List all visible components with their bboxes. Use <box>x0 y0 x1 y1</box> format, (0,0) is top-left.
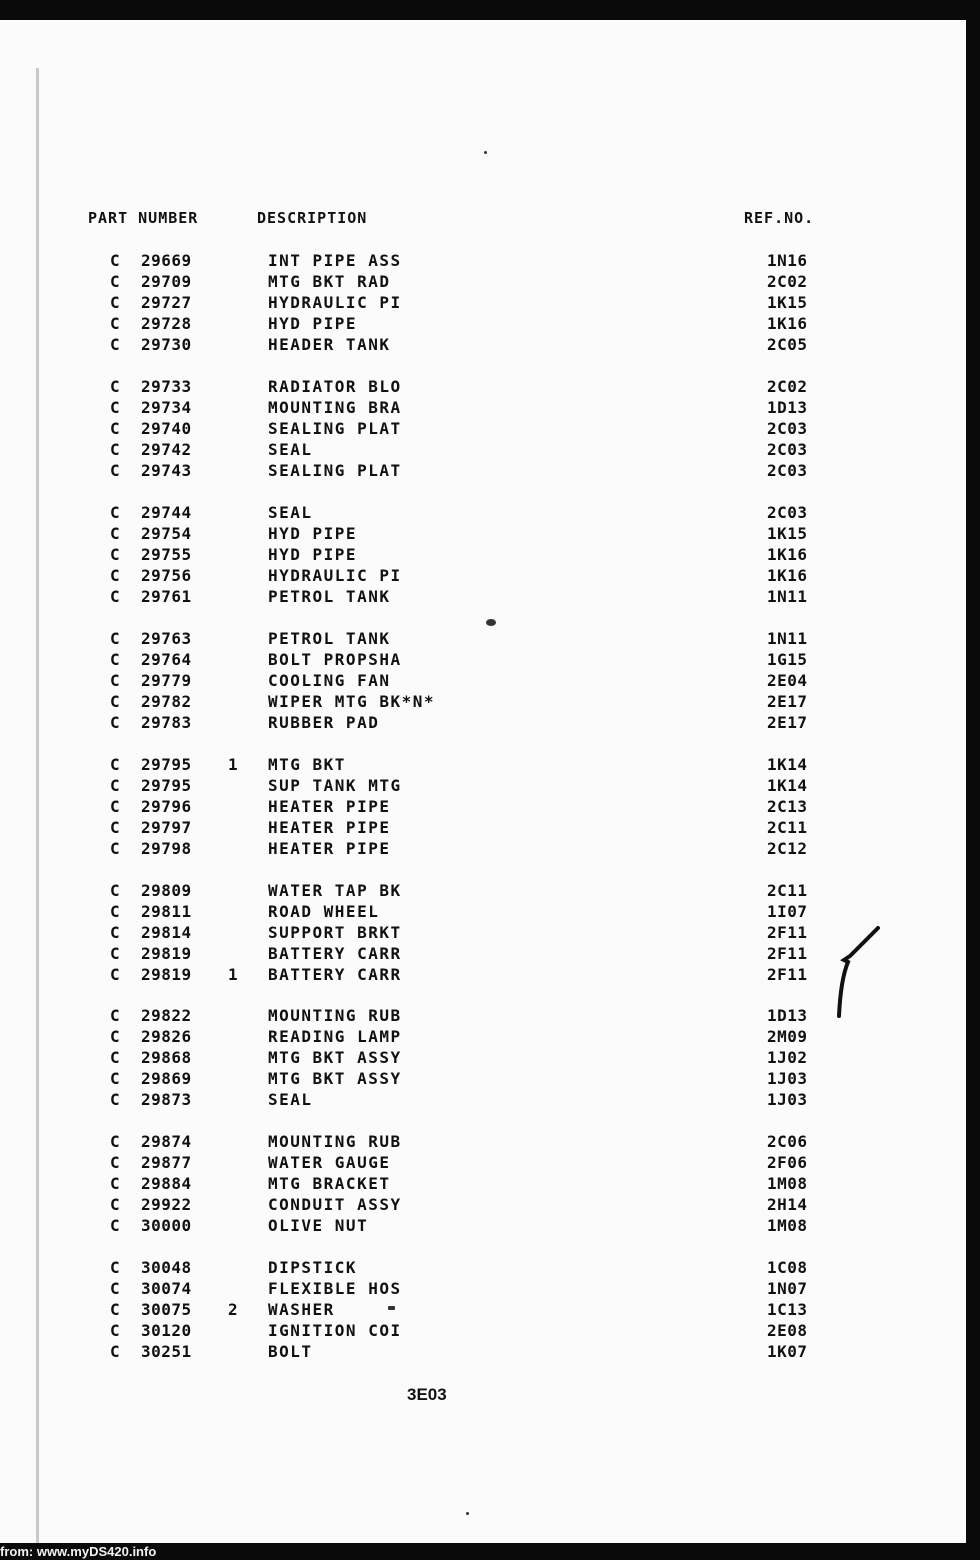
part-ref-no: 1K14 <box>767 776 808 795</box>
part-number: 30075 <box>141 1300 192 1319</box>
part-ref-no: 2C11 <box>767 881 808 900</box>
table-row <box>0 965 966 986</box>
part-ref-no: 2C12 <box>767 839 808 858</box>
part-description: WATER GAUGE <box>268 1153 391 1172</box>
part-description: SEALING PLAT <box>268 419 402 438</box>
part-number: 29709 <box>141 272 192 291</box>
table-row <box>0 797 966 818</box>
ink-speck <box>486 619 496 626</box>
part-description: HYD PIPE <box>268 314 358 333</box>
part-description: BOLT <box>268 1342 313 1361</box>
part-description: MTG BKT <box>268 755 346 774</box>
part-ref-no: 2E08 <box>767 1321 808 1340</box>
part-description: READING LAMP <box>268 1027 402 1046</box>
part-prefix: C <box>110 1048 120 1067</box>
table-row <box>0 251 966 272</box>
table-row <box>0 524 966 545</box>
part-ref-no: 2F11 <box>767 944 808 963</box>
part-number: 30074 <box>141 1279 192 1298</box>
part-prefix: C <box>110 1195 120 1214</box>
part-number: 29730 <box>141 335 192 354</box>
part-number: 29743 <box>141 461 192 480</box>
table-row <box>0 1153 966 1174</box>
part-ref-no: 1J03 <box>767 1069 808 1088</box>
table-row <box>0 587 966 608</box>
part-prefix: C <box>110 1006 120 1025</box>
part-ref-no: 1K15 <box>767 524 808 543</box>
table-row <box>0 881 966 902</box>
ink-speck <box>466 1512 469 1515</box>
part-prefix: C <box>110 1258 120 1277</box>
page-code: 3E03 <box>407 1385 447 1404</box>
part-prefix: C <box>110 755 120 774</box>
part-prefix: C <box>110 923 120 942</box>
part-prefix: C <box>110 1216 120 1235</box>
table-row <box>0 566 966 587</box>
part-prefix: C <box>110 818 120 837</box>
part-ref-no: 1C08 <box>767 1258 808 1277</box>
table-row <box>0 713 966 734</box>
part-description: ROAD WHEEL <box>268 902 380 921</box>
part-number: 29754 <box>141 524 192 543</box>
part-prefix: C <box>110 776 120 795</box>
scan-border-top <box>0 0 980 20</box>
part-number: 29742 <box>141 440 192 459</box>
part-prefix: C <box>110 272 120 291</box>
column-header-description: DESCRIPTION <box>257 209 368 227</box>
part-description: HEATER PIPE <box>268 839 391 858</box>
table-row <box>0 1132 966 1153</box>
part-number: 29727 <box>141 293 192 312</box>
part-description: RUBBER PAD <box>268 713 380 732</box>
part-prefix: C <box>110 503 120 522</box>
table-row <box>0 335 966 356</box>
column-header-ref-no: REF.NO. <box>744 209 815 227</box>
part-description: SEALING PLAT <box>268 461 402 480</box>
part-description: SEAL <box>268 440 313 459</box>
part-description: INT PIPE ASS <box>268 251 402 270</box>
part-ref-no: 2C02 <box>767 272 808 291</box>
part-ref-no: 2M09 <box>767 1027 808 1046</box>
part-number: 29869 <box>141 1069 192 1088</box>
part-number: 29868 <box>141 1048 192 1067</box>
part-ref-no: 2C02 <box>767 377 808 396</box>
table-row <box>0 1069 966 1090</box>
part-prefix: C <box>110 902 120 921</box>
part-description: MTG BKT RAD <box>268 272 391 291</box>
table-row <box>0 1342 966 1363</box>
handwritten-mark <box>834 924 884 1019</box>
part-prefix: C <box>110 1027 120 1046</box>
part-ref-no: 2C13 <box>767 797 808 816</box>
part-number: 29764 <box>141 650 192 669</box>
part-number: 29669 <box>141 251 192 270</box>
part-ref-no: 2E17 <box>767 692 808 711</box>
part-number: 29783 <box>141 713 192 732</box>
part-ref-no: 1J03 <box>767 1090 808 1109</box>
part-description: SEAL <box>268 1090 313 1109</box>
part-ref-no: 1C13 <box>767 1300 808 1319</box>
part-ref-no: 1N11 <box>767 587 808 606</box>
part-prefix: C <box>110 440 120 459</box>
table-row <box>0 1300 966 1321</box>
part-ref-no: 2E17 <box>767 713 808 732</box>
table-row <box>0 1006 966 1027</box>
part-number: 29740 <box>141 419 192 438</box>
part-prefix: C <box>110 1300 120 1319</box>
part-ref-no: 1D13 <box>767 1006 808 1025</box>
part-quantity: 1 <box>228 755 238 774</box>
part-description: MTG BRACKET <box>268 1174 391 1193</box>
part-description: HYD PIPE <box>268 524 358 543</box>
part-description: PETROL TANK <box>268 587 391 606</box>
part-description: HYD PIPE <box>268 545 358 564</box>
part-number: 29826 <box>141 1027 192 1046</box>
part-number: 29798 <box>141 839 192 858</box>
part-ref-no: 2C06 <box>767 1132 808 1151</box>
part-number: 29822 <box>141 1006 192 1025</box>
part-quantity: 2 <box>228 1300 238 1319</box>
part-number: 29814 <box>141 923 192 942</box>
part-prefix: C <box>110 944 120 963</box>
part-number: 29809 <box>141 881 192 900</box>
part-description: FLEXIBLE HOS <box>268 1279 402 1298</box>
part-prefix: C <box>110 461 120 480</box>
part-number: 29877 <box>141 1153 192 1172</box>
table-row <box>0 650 966 671</box>
part-prefix: C <box>110 1069 120 1088</box>
part-number: 29884 <box>141 1174 192 1193</box>
part-description: BATTERY CARR <box>268 944 402 963</box>
part-prefix: C <box>110 1132 120 1151</box>
part-prefix: C <box>110 629 120 648</box>
part-prefix: C <box>110 650 120 669</box>
part-prefix: C <box>110 1321 120 1340</box>
part-ref-no: 2C03 <box>767 440 808 459</box>
part-description: HEATER PIPE <box>268 818 391 837</box>
part-prefix: C <box>110 314 120 333</box>
part-ref-no: 1K15 <box>767 293 808 312</box>
part-prefix: C <box>110 524 120 543</box>
part-ref-no: 1K16 <box>767 545 808 564</box>
part-prefix: C <box>110 335 120 354</box>
part-ref-no: 1K16 <box>767 314 808 333</box>
table-row <box>0 923 966 944</box>
part-prefix: C <box>110 377 120 396</box>
part-number: 29873 <box>141 1090 192 1109</box>
table-row <box>0 1279 966 1300</box>
part-description: RADIATOR BLO <box>268 377 402 396</box>
part-number: 29761 <box>141 587 192 606</box>
part-description: MOUNTING BRA <box>268 398 402 417</box>
table-row <box>0 1195 966 1216</box>
part-number: 29819 <box>141 965 192 984</box>
part-ref-no: 2H14 <box>767 1195 808 1214</box>
part-ref-no: 2E04 <box>767 671 808 690</box>
table-row <box>0 818 966 839</box>
part-ref-no: 1M08 <box>767 1174 808 1193</box>
table-row <box>0 1258 966 1279</box>
part-quantity: 1 <box>228 965 238 984</box>
part-ref-no: 1N11 <box>767 629 808 648</box>
part-description: HYDRAULIC PI <box>268 293 402 312</box>
part-description: SUPPORT BRKT <box>268 923 402 942</box>
part-number: 29782 <box>141 692 192 711</box>
part-description: OLIVE NUT <box>268 1216 369 1235</box>
part-number: 29728 <box>141 314 192 333</box>
part-description: MTG BKT ASSY <box>268 1069 402 1088</box>
table-row <box>0 419 966 440</box>
part-number: 29744 <box>141 503 192 522</box>
table-row <box>0 671 966 692</box>
part-number: 29756 <box>141 566 192 585</box>
part-ref-no: 1N16 <box>767 251 808 270</box>
part-ref-no: 2C03 <box>767 503 808 522</box>
table-row <box>0 944 966 965</box>
part-prefix: C <box>110 419 120 438</box>
part-number: 29795 <box>141 755 192 774</box>
part-prefix: C <box>110 545 120 564</box>
part-description: HYDRAULIC PI <box>268 566 402 585</box>
part-description: MOUNTING RUB <box>268 1132 402 1151</box>
part-number: 30251 <box>141 1342 192 1361</box>
table-row <box>0 1027 966 1048</box>
table-row <box>0 1321 966 1342</box>
part-prefix: C <box>110 1279 120 1298</box>
table-row <box>0 377 966 398</box>
table-row <box>0 461 966 482</box>
part-description: WIPER MTG BK*N* <box>268 692 435 711</box>
part-number: 29763 <box>141 629 192 648</box>
column-header-part-number: PART NUMBER <box>88 209 199 227</box>
table-row <box>0 1216 966 1237</box>
part-description: HEATER PIPE <box>268 797 391 816</box>
part-prefix: C <box>110 566 120 585</box>
part-description: DIPSTICK <box>268 1258 358 1277</box>
part-prefix: C <box>110 1174 120 1193</box>
part-prefix: C <box>110 1342 120 1361</box>
table-row <box>0 545 966 566</box>
part-number: 29734 <box>141 398 192 417</box>
part-prefix: C <box>110 1153 120 1172</box>
part-number: 29795 <box>141 776 192 795</box>
part-prefix: C <box>110 587 120 606</box>
part-number: 29819 <box>141 944 192 963</box>
part-number: 30000 <box>141 1216 192 1235</box>
part-ref-no: 1D13 <box>767 398 808 417</box>
part-description: PETROL TANK <box>268 629 391 648</box>
part-number: 29922 <box>141 1195 192 1214</box>
part-description: BATTERY CARR <box>268 965 402 984</box>
part-prefix: C <box>110 398 120 417</box>
part-prefix: C <box>110 671 120 690</box>
part-prefix: C <box>110 881 120 900</box>
part-description: MTG BKT ASSY <box>268 1048 402 1067</box>
part-ref-no: 1N07 <box>767 1279 808 1298</box>
part-ref-no: 1K07 <box>767 1342 808 1361</box>
table-row <box>0 692 966 713</box>
table-row <box>0 839 966 860</box>
scan-border-right <box>966 0 980 1545</box>
part-description: COOLING FAN <box>268 671 391 690</box>
part-prefix: C <box>110 965 120 984</box>
part-ref-no: 1K16 <box>767 566 808 585</box>
part-ref-no: 1M08 <box>767 1216 808 1235</box>
part-ref-no: 2F11 <box>767 923 808 942</box>
part-description: IGNITION COI <box>268 1321 402 1340</box>
part-description: HEADER TANK <box>268 335 391 354</box>
part-ref-no: 1G15 <box>767 650 808 669</box>
table-row <box>0 440 966 461</box>
part-prefix: C <box>110 1090 120 1109</box>
ink-dash <box>388 1306 395 1310</box>
ink-speck <box>484 151 487 154</box>
part-prefix: C <box>110 692 120 711</box>
part-ref-no: 2F06 <box>767 1153 808 1172</box>
part-ref-no: 2F11 <box>767 965 808 984</box>
table-row <box>0 776 966 797</box>
table-row <box>0 1090 966 1111</box>
part-number: 29811 <box>141 902 192 921</box>
part-description: MOUNTING RUB <box>268 1006 402 1025</box>
part-description: BOLT PROPSHA <box>268 650 402 669</box>
table-row <box>0 293 966 314</box>
part-ref-no: 2C03 <box>767 419 808 438</box>
part-prefix: C <box>110 797 120 816</box>
part-prefix: C <box>110 293 120 312</box>
part-prefix: C <box>110 713 120 732</box>
part-ref-no: 2C11 <box>767 818 808 837</box>
part-number: 29797 <box>141 818 192 837</box>
part-number: 30048 <box>141 1258 192 1277</box>
part-description: WASHER <box>268 1300 335 1319</box>
part-prefix: C <box>110 839 120 858</box>
part-ref-no: 1J02 <box>767 1048 808 1067</box>
table-row <box>0 1048 966 1069</box>
table-row <box>0 398 966 419</box>
table-row <box>0 902 966 923</box>
part-number: 30120 <box>141 1321 192 1340</box>
table-row <box>0 503 966 524</box>
table-row <box>0 314 966 335</box>
part-prefix: C <box>110 251 120 270</box>
part-number: 29755 <box>141 545 192 564</box>
part-description: SEAL <box>268 503 313 522</box>
part-ref-no: 2C05 <box>767 335 808 354</box>
table-row <box>0 1174 966 1195</box>
part-ref-no: 2C03 <box>767 461 808 480</box>
part-description: SUP TANK MTG <box>268 776 402 795</box>
part-description: CONDUIT ASSY <box>268 1195 402 1214</box>
part-number: 29779 <box>141 671 192 690</box>
part-number: 29796 <box>141 797 192 816</box>
part-ref-no: 1I07 <box>767 902 808 921</box>
part-ref-no: 1K14 <box>767 755 808 774</box>
part-number: 29874 <box>141 1132 192 1151</box>
table-row <box>0 629 966 650</box>
part-number: 29733 <box>141 377 192 396</box>
table-row <box>0 755 966 776</box>
source-footer: from: www.myDS420.info <box>0 1544 157 1559</box>
table-row <box>0 272 966 293</box>
part-description: WATER TAP BK <box>268 881 402 900</box>
